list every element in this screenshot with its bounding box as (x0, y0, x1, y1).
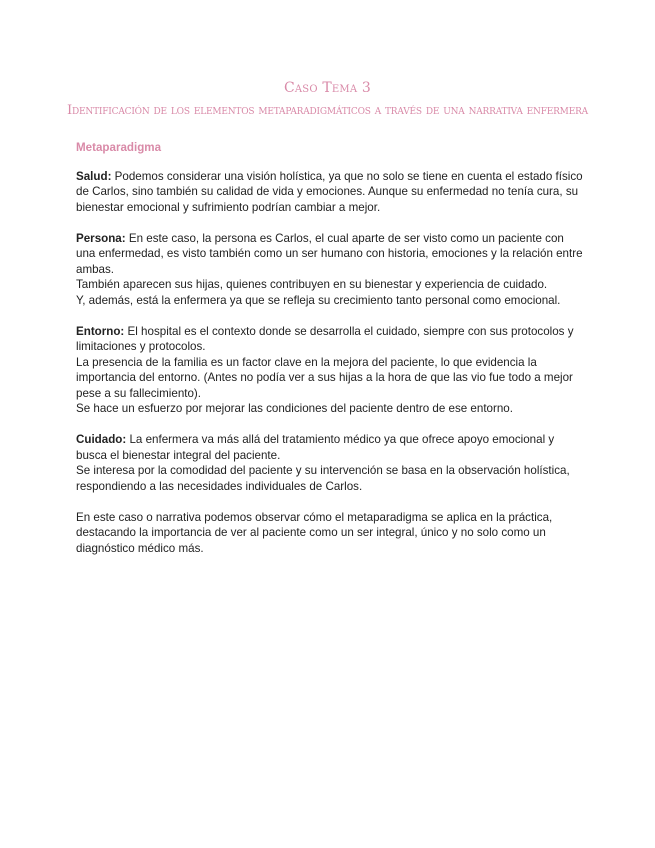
paragraph-cuidado (76, 432, 586, 494)
persona-label: Persona: (76, 231, 126, 245)
title-case-number: Caso Tema 3 (283, 80, 372, 96)
salud-label: Salud: (76, 169, 112, 183)
paragraph-entorno (76, 324, 586, 417)
conclusion-text: En este caso o narrativa podemos observar cómo el metaparadigma se aplica en la práctica, destacando la importancia de ver al paciente como un ser integral, único y no solo como un diagnóstico médico más. (76, 510, 553, 555)
paragraph-conclusion (76, 510, 586, 557)
persona-text: En este caso, la persona es Carlos, el cual aparte de ser visto como un paciente con una enfermedad, es visto también como un ser humano con historia, emociones y la relación entre ambas. (76, 231, 583, 276)
paragraph-salud (76, 169, 586, 216)
entorno-text: El hospital es el contexto donde se desarrolla el cuidado, siempre con sus protocolos y limitaciones y protocolos. (76, 324, 574, 353)
document-body (76, 140, 586, 572)
entorno-text-line (76, 324, 586, 355)
entorno-label: Entorno: (76, 324, 125, 338)
cuidado-line2: Se interesa por la comodidad del paciente y su intervención se basa en la observación holística, respondiendo a las necesidades individuales de Carlos. (76, 464, 570, 493)
salud-text: Podemos considerar una visión holística, ya que no solo se tiene en cuenta el estado físico de Carlos, sino también su calidad de vida y emociones. Aunque su enfermedad no tenía cura, su bienestar emocional y sufrimiento podrían cambiar a mejor. (76, 169, 583, 214)
cuidado-text: La enfermera va más allá del tratamiento médico ya que ofrece apoyo emocional y busca el bienestar integral del paciente. (76, 433, 555, 462)
persona-text-line (76, 231, 586, 278)
cuidado-label: Cuidado: (76, 433, 127, 446)
entorno-line2: La presencia de la familia es un factor clave en la mejora del paciente, lo que evidencia la importancia del entorno. (Antes no podía ver a sus hijas a la hora de que las vio fue todo a mejor pese a su fallecimiento). (76, 355, 573, 400)
entorno-line3: Se hace un esfuerzo por mejorar las condiciones del paciente dentro de ese entorno. (76, 402, 513, 415)
persona-line2: También aparecen sus hijas, quienes contribuyen en su bienestar y experiencia de cuidado. (76, 278, 548, 291)
salud-text-line (76, 169, 586, 216)
cuidado-text-line (76, 432, 586, 463)
title-subtitle: Identificación de los elementos metaparadigmáticos a través de una narrativa enfermera (67, 103, 588, 118)
section-heading-metaparadigma: Metaparadigma (76, 141, 162, 154)
document-title (0, 78, 655, 121)
persona-line3: Y, además, está la enfermera ya que se refleja su crecimiento tanto personal como emocional. (76, 293, 561, 307)
paragraph-persona (76, 231, 586, 309)
